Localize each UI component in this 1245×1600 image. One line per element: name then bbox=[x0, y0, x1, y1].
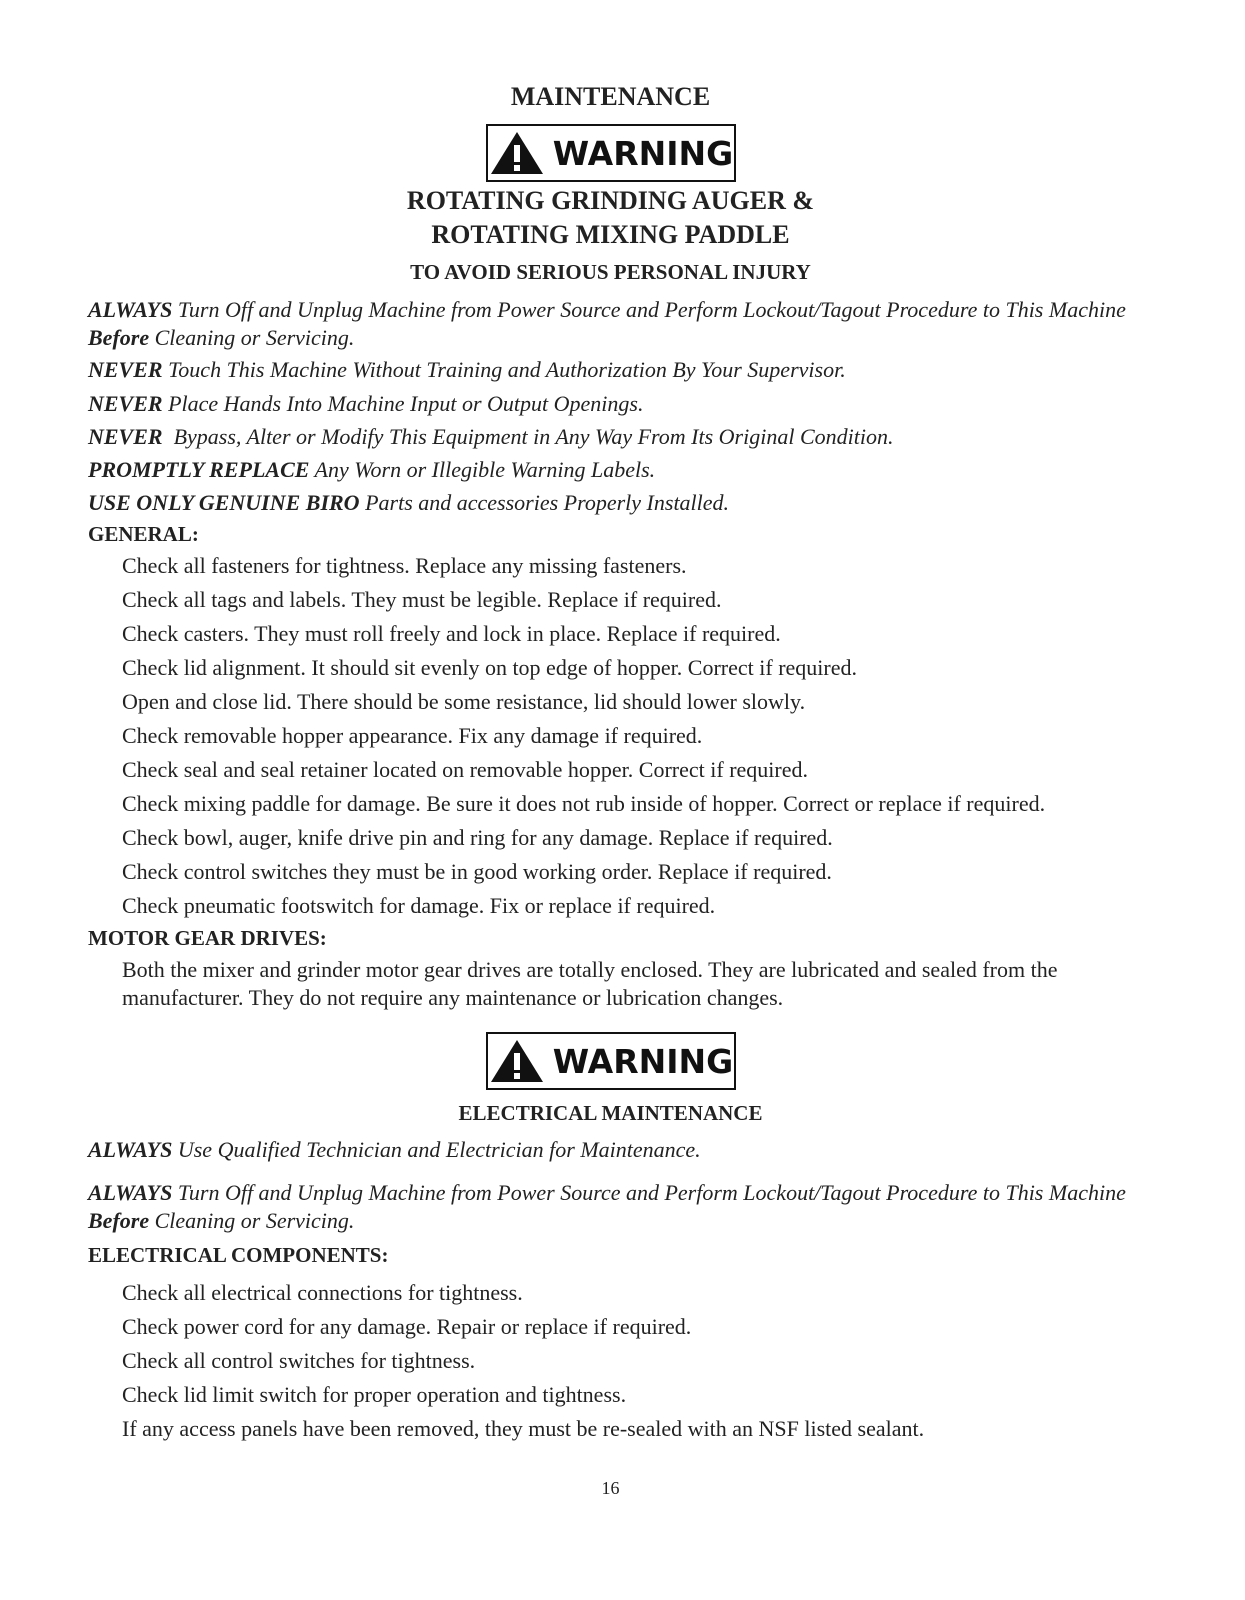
general-item: Check control switches they must be in good working order. Replace if required. bbox=[122, 859, 832, 884]
general-item: Open and close lid. There should be some resistance, lid should lower slowly. bbox=[122, 689, 806, 714]
warning-box-electrical bbox=[486, 1032, 736, 1090]
general-item: Check all tags and labels. They must be legible. Replace if required. bbox=[122, 587, 722, 612]
avoid-heading: TO AVOID SERIOUS PERSONAL INJURY bbox=[410, 260, 811, 284]
safety-rule: PROMPTLY REPLACE Any Worn or Illegible Warning Labels. bbox=[88, 457, 656, 482]
component-item: If any access panels have been removed, they must be re-sealed with an NSF listed sealant. bbox=[122, 1416, 925, 1441]
general-item: Check mixing paddle for damage. Be sure it does not rub inside of hopper. Correct or replace if required. bbox=[122, 791, 1046, 816]
general-item: Check all fasteners for tightness. Replace any missing fasteners. bbox=[122, 553, 687, 578]
general-item: Check bowl, auger, knife drive pin and ring for any damage. Replace if required. bbox=[122, 825, 833, 850]
motor-paragraph: Both the mixer and grinder motor gear drives are totally enclosed. They are lubricated and sealed from the manufacturer. They do not require any maintenance or lubrication changes. bbox=[122, 957, 1058, 1010]
warning-triangle-icon bbox=[489, 130, 545, 176]
page-title: MAINTENANCE bbox=[510, 82, 711, 111]
electrical-rule: ALWAYS Use Qualified Technician and Electrician for Maintenance. bbox=[88, 1137, 701, 1162]
hazard-line-1: ROTATING GRINDING AUGER & bbox=[406, 186, 815, 215]
general-item: Check pneumatic footswitch for damage. Fix or replace if required. bbox=[122, 893, 716, 918]
warning-label: WARNING bbox=[552, 1041, 734, 1081]
warning-box-top bbox=[486, 124, 736, 182]
component-item: Check all electrical connections for tightness. bbox=[122, 1280, 523, 1305]
general-item: Check casters. They must roll freely and lock in place. Replace if required. bbox=[122, 621, 781, 646]
components-heading: ELECTRICAL COMPONENTS: bbox=[88, 1243, 389, 1267]
page-number: 16 bbox=[601, 1478, 620, 1498]
warning-triangle-icon bbox=[489, 1038, 545, 1084]
component-item: Check all control switches for tightness. bbox=[122, 1348, 476, 1373]
component-item: Check power cord for any damage. Repair or replace if required. bbox=[122, 1314, 692, 1339]
safety-rule: ALWAYS Turn Off and Unplug Machine from Power Source and Perform Lockout/Tagout Procedure to This Machine Before Cleaning or Servicing. bbox=[88, 297, 1126, 350]
electrical-heading: ELECTRICAL MAINTENANCE bbox=[458, 1101, 763, 1125]
general-item: Check seal and seal retainer located on removable hopper. Correct if required. bbox=[122, 757, 808, 782]
safety-rule: USE ONLY GENUINE BIRO Parts and accessories Properly Installed. bbox=[88, 490, 730, 515]
hazard-line-2: ROTATING MIXING PADDLE bbox=[431, 220, 790, 249]
warning-label: WARNING bbox=[552, 133, 734, 173]
general-heading: GENERAL: bbox=[88, 522, 199, 546]
safety-rule: NEVER Bypass, Alter or Modify This Equipment in Any Way From Its Original Condition. bbox=[88, 424, 894, 449]
component-item: Check lid limit switch for proper operation and tightness. bbox=[122, 1382, 627, 1407]
electrical-rule: ALWAYS Turn Off and Unplug Machine from Power Source and Perform Lockout/Tagout Procedure to This Machine Before Cleaning or Servicing. bbox=[88, 1180, 1126, 1233]
safety-rule: NEVER Place Hands Into Machine Input or Output Openings. bbox=[88, 391, 644, 416]
safety-rule: NEVER Touch This Machine Without Training and Authorization By Your Supervisor. bbox=[88, 357, 846, 382]
general-item: Check lid alignment. It should sit evenly on top edge of hopper. Correct if required. bbox=[122, 655, 857, 680]
general-item: Check removable hopper appearance. Fix any damage if required. bbox=[122, 723, 703, 748]
motor-heading: MOTOR GEAR DRIVES: bbox=[88, 926, 327, 950]
